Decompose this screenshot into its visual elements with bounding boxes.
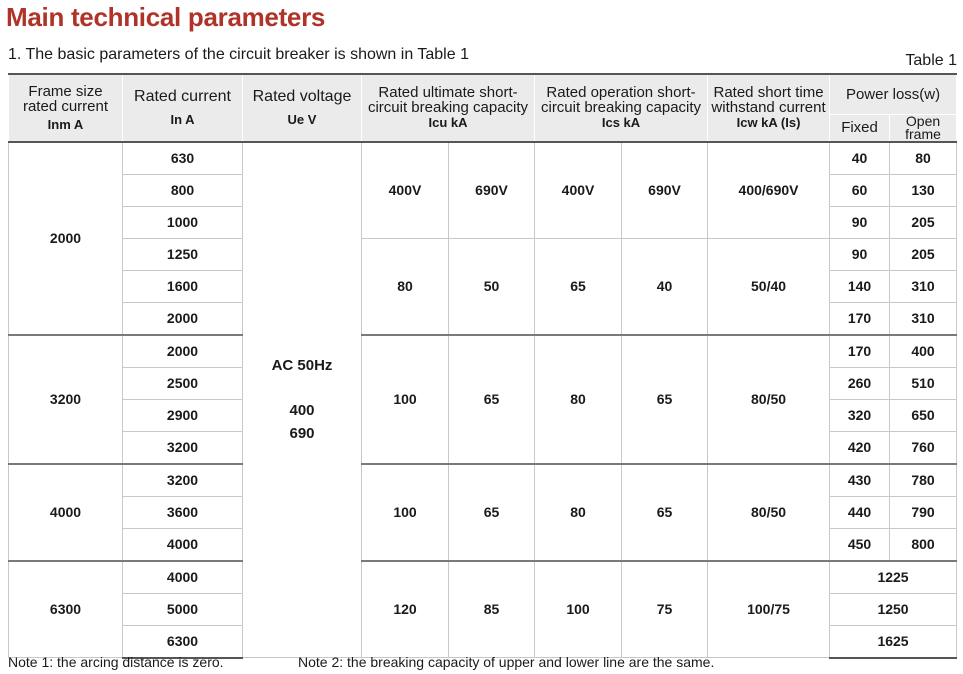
ics-690-cell: 65 xyxy=(622,335,708,464)
header-rated-current xyxy=(123,74,243,142)
power-loss-fixed-cell: 430 xyxy=(830,464,890,497)
rated-current-cell: 3600 xyxy=(123,496,243,528)
power-loss-open-cell: 205 xyxy=(890,238,957,270)
power-loss-fixed-cell: 170 xyxy=(830,335,890,368)
header-icu xyxy=(362,74,535,142)
rated-current-cell: 800 xyxy=(123,174,243,206)
header-icw-unit: Icw kA (Is) xyxy=(736,115,801,131)
power-loss-open-cell: 130 xyxy=(890,174,957,206)
rated-current-cell: 1000 xyxy=(123,206,243,238)
note-1: Note 1: the arcing distance is zero. xyxy=(8,654,224,670)
rated-current-cell: 6300 xyxy=(123,625,243,658)
rated-voltage-cell xyxy=(243,142,362,658)
rated-current-cell: 4000 xyxy=(123,528,243,561)
rated-current-cell: 3200 xyxy=(123,464,243,497)
power-loss-combined-cell: 1625 xyxy=(830,625,957,658)
header-ics-line2: circuit breaking capacity xyxy=(540,99,702,117)
header-power-loss: Power loss(w) xyxy=(830,74,957,114)
header-fixed: Fixed xyxy=(830,114,890,142)
rated-current-cell: 2500 xyxy=(123,367,243,399)
rated-current-cell: 630 xyxy=(123,142,243,175)
rated-current-cell: 3200 xyxy=(123,431,243,464)
parameters-table-container xyxy=(8,73,956,659)
header-open-line2: frame xyxy=(905,125,941,142)
voltage-690-label: 690 xyxy=(289,425,315,443)
power-loss-open-cell: 310 xyxy=(890,302,957,335)
ics-690-cell: 690V xyxy=(622,142,708,239)
header-frame-line2: rated current xyxy=(22,97,109,115)
power-loss-combined-cell: 1225 xyxy=(830,561,957,594)
icu-400-cell: 120 xyxy=(362,561,449,658)
power-loss-open-cell: 400 xyxy=(890,335,957,368)
rated-current-cell: 4000 xyxy=(123,561,243,594)
power-loss-fixed-cell: 90 xyxy=(830,238,890,270)
power-loss-open-cell: 780 xyxy=(890,464,957,497)
rated-current-cell: 5000 xyxy=(123,593,243,625)
ics-400-cell: 80 xyxy=(535,335,622,464)
header-icu-line2: circuit breaking capacity xyxy=(367,99,529,117)
note-2: Note 2: the breaking capacity of upper and lower line are the same. xyxy=(298,654,715,670)
table-caption: 1. The basic parameters of the circuit breaker is shown in Table 1 xyxy=(8,46,469,63)
icw-cell: 400/690V xyxy=(708,142,830,239)
icu-690-cell: 65 xyxy=(449,464,535,561)
header-open-line1: Open xyxy=(905,112,941,129)
power-loss-fixed-cell: 90 xyxy=(830,206,890,238)
power-loss-fixed-cell: 170 xyxy=(830,302,890,335)
header-icw xyxy=(708,74,830,142)
ics-400-cell: 65 xyxy=(535,238,622,335)
power-loss-fixed-cell: 450 xyxy=(830,528,890,561)
ics-690-cell: 65 xyxy=(622,464,708,561)
header-icw-line2: withstand current xyxy=(711,99,826,117)
icu-690-cell: 65 xyxy=(449,335,535,464)
header-ics xyxy=(535,74,708,142)
icu-690-cell: 690V xyxy=(449,142,535,239)
power-loss-fixed-cell: 260 xyxy=(830,367,890,399)
header-rated-current-unit: In A xyxy=(170,111,195,127)
header-rated-current-label: Rated current xyxy=(134,87,231,105)
header-ics-unit: Ics kA xyxy=(601,115,641,131)
table-number-label: Table 1 xyxy=(905,52,957,69)
parameters-table xyxy=(8,73,957,659)
icu-690-cell: 85 xyxy=(449,561,535,658)
power-loss-combined-cell: 1250 xyxy=(830,593,957,625)
ics-400-cell: 80 xyxy=(535,464,622,561)
power-loss-fixed-cell: 420 xyxy=(830,431,890,464)
frame-size-cell: 3200 xyxy=(9,335,123,464)
power-loss-open-cell: 310 xyxy=(890,270,957,302)
page-title: Main technical parameters xyxy=(6,2,326,32)
power-loss-open-cell: 790 xyxy=(890,496,957,528)
power-loss-fixed-cell: 60 xyxy=(830,174,890,206)
ics-690-cell: 40 xyxy=(622,238,708,335)
power-loss-fixed-cell: 140 xyxy=(830,270,890,302)
header-icu-unit: Icu kA xyxy=(428,115,468,131)
header-rated-voltage-label: Rated voltage xyxy=(252,87,352,105)
rated-current-cell: 2000 xyxy=(123,335,243,368)
icu-400-cell: 80 xyxy=(362,238,449,335)
power-loss-fixed-cell: 440 xyxy=(830,496,890,528)
header-frame-size xyxy=(9,74,123,142)
header-frame-unit: Inm A xyxy=(47,116,84,132)
rated-current-cell: 2000 xyxy=(123,302,243,335)
voltage-ac-label: AC 50Hz xyxy=(271,357,333,375)
frame-size-cell: 2000 xyxy=(9,142,123,335)
header-frame-line1: Frame size xyxy=(28,82,103,100)
icu-690-cell: 50 xyxy=(449,238,535,335)
ics-400-cell: 400V xyxy=(535,142,622,239)
rated-current-cell: 1600 xyxy=(123,270,243,302)
icu-400-cell: 100 xyxy=(362,335,449,464)
power-loss-open-cell: 800 xyxy=(890,528,957,561)
header-icw-line1: Rated short time xyxy=(713,84,824,102)
icu-400-cell: 100 xyxy=(362,464,449,561)
power-loss-open-cell: 510 xyxy=(890,367,957,399)
frame-size-cell: 6300 xyxy=(9,561,123,658)
power-loss-open-cell: 760 xyxy=(890,431,957,464)
power-loss-fixed-cell: 40 xyxy=(830,142,890,175)
power-loss-open-cell: 650 xyxy=(890,399,957,431)
icw-cell: 80/50 xyxy=(708,335,830,464)
power-loss-fixed-cell: 320 xyxy=(830,399,890,431)
rated-current-cell: 1250 xyxy=(123,238,243,270)
voltage-400-label: 400 xyxy=(289,402,315,420)
ics-400-cell: 100 xyxy=(535,561,622,658)
frame-size-cell: 4000 xyxy=(9,464,123,561)
icw-cell: 100/75 xyxy=(708,561,830,658)
header-icu-line1: Rated ultimate short- xyxy=(378,84,518,102)
header-ics-line1: Rated operation short- xyxy=(546,84,696,102)
icw-cell: 50/40 xyxy=(708,238,830,335)
icu-400-cell: 400V xyxy=(362,142,449,239)
rated-current-cell: 2900 xyxy=(123,399,243,431)
header-rated-voltage xyxy=(243,74,362,142)
header-open-frame xyxy=(890,114,957,142)
ics-690-cell: 75 xyxy=(622,561,708,658)
power-loss-open-cell: 80 xyxy=(890,142,957,175)
icw-cell: 80/50 xyxy=(708,464,830,561)
header-rated-voltage-unit: Ue V xyxy=(287,111,317,127)
power-loss-open-cell: 205 xyxy=(890,206,957,238)
